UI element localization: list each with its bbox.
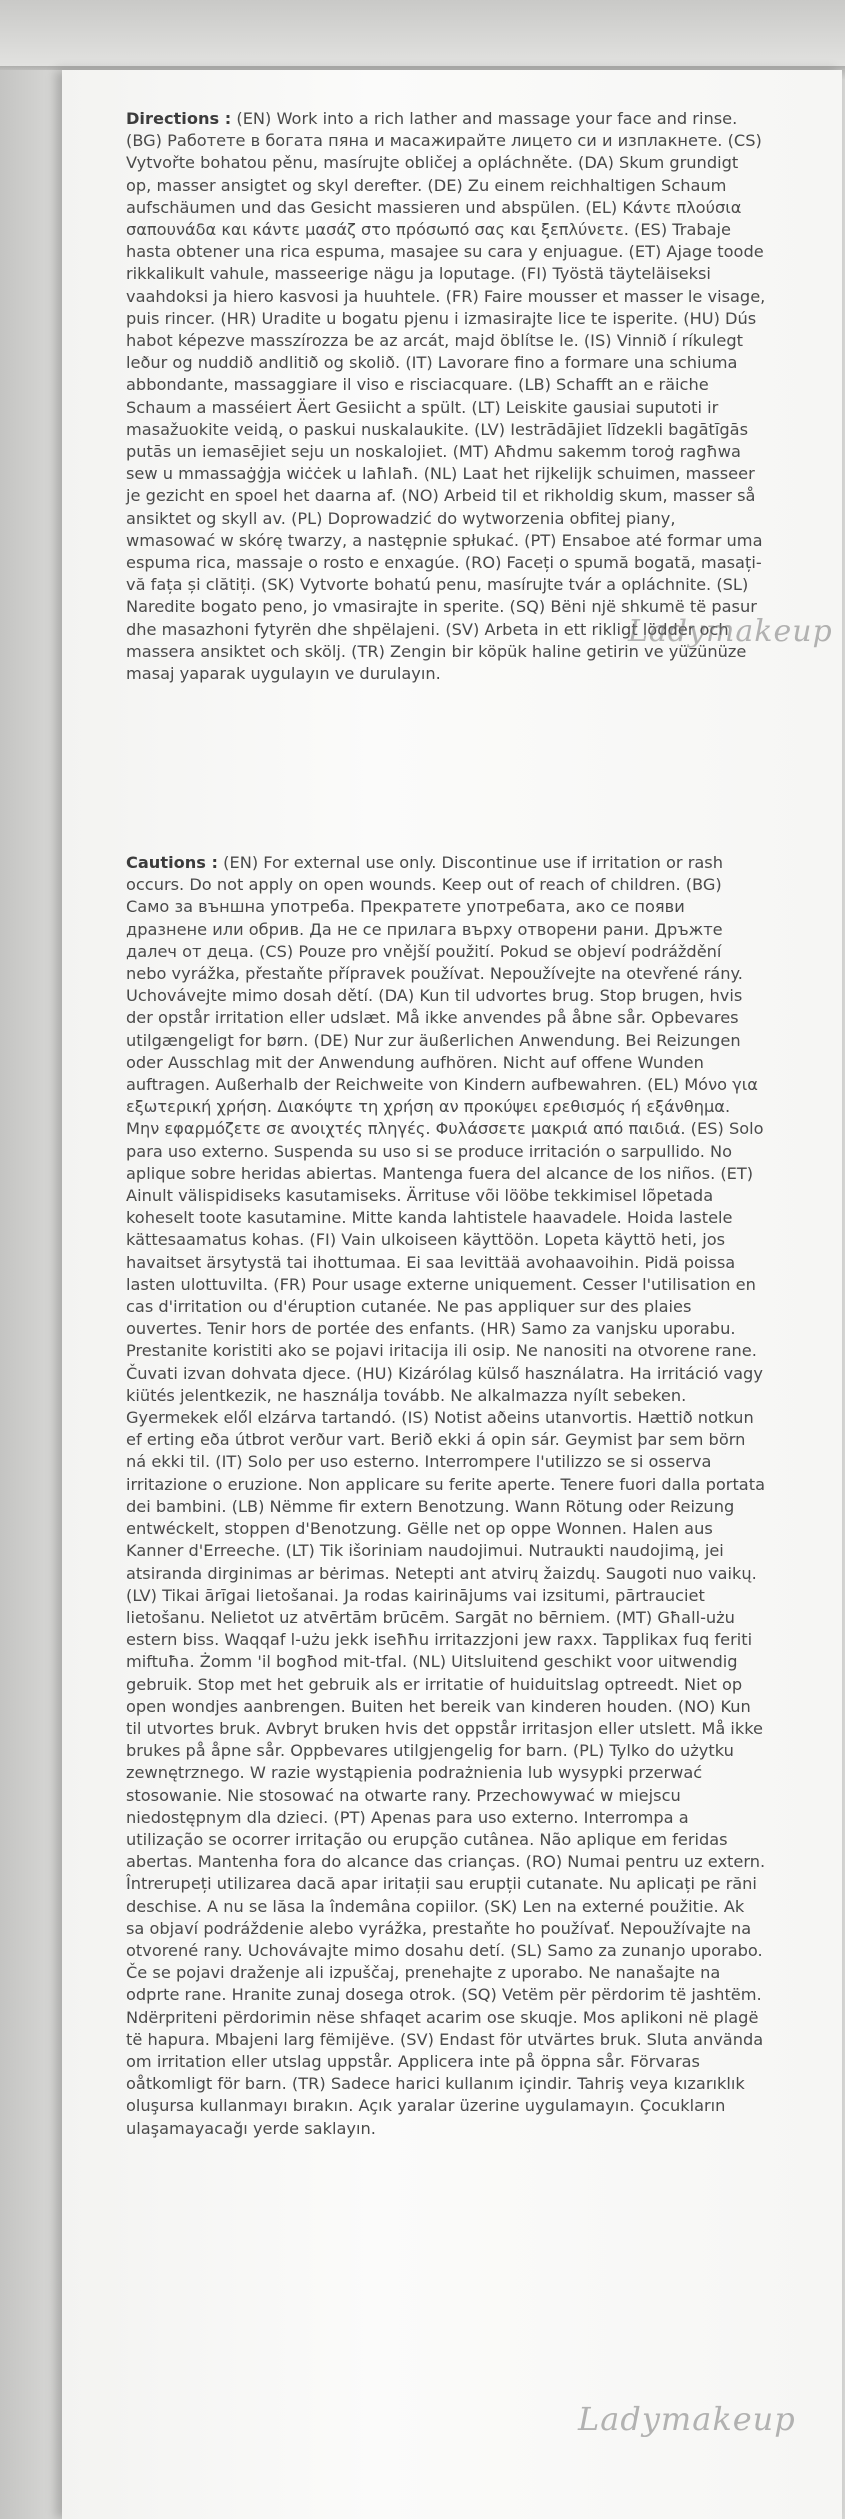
cautions-section — [126, 852, 766, 2140]
directions-text: (EN) Work into a rich lather and massage your face and rinse. (BG) Работете в богата пяна и масажирайте лицето си и изплакнете. (CS) Vytvořte bohatou pěnu, masírujte obličej a opláchněte. (DA) Skum grundigt op, masser ansigtet og skyl derefter. (DE) Zu einem reichhaltigen Schaum aufschäumen und das Gesicht massieren und abspülen. (EL) Κάντε πλούσια σαπουνάδα και κάντε μασάζ στο πρόσωπό σας και ξεπλύνετε. (ES) Trabaje hasta obtener una rica espuma, masajee su cara y enjuague. (ET) Ajage toode rikkalikult vahule, masseerige nägu ja loputage. (FI) Työstä täyteläiseksi vaahdoksi ja hiero kasvosi ja huuhtele. (FR) Faire mousser et masser le visage, puis rincer. (HR) Uradite u bogatu pjenu i izmasirajte lice te isperite. (HU) Dús habot képezve masszírozza be az arcát, majd öblítse le. (IS) Vinnið í ríkulegt leður og nuddið andlitið og skolið. (IT) Lavorare fino a formare una schiuma abbondante, massaggiare il viso e risciacquare. (LB) Schafft an e räiche Schaum a masséiert Äert Gesiicht a spült. (LT) Leiskite gausiai suputoti ir masažuokite veidą, o paskui nuskalaukite. (LV) Iestrādājiet līdzekli bagātīgās putās un iemasējiet seju un noskalojiet. (MT) Aħdmu sakemm toroġ ragħwa sew u mmassaġġja wiċċek u laħlaħ. (NL) Laat het rijkelijk schuimen, masseer je gezicht en spoel het daarna af. (NO) Arbeid til et rikholdig skum, masser så ansiktet og skyll av. (PL) Doprowadzić do wytworzenia obfitej piany, wmasować w skórę twarzy, a następnie spłukać. (PT) Ensaboe até formar uma espuma rica, massaje o rosto e enxagúe. (RO) Faceți o spumă bogată, masați-vă fața și clătiți. (SK) Vytvorte bohatú penu, masírujte tvár a opláchnite. (SL) Naredite bogato peno, jo vmasirajte in sperite. (SQ) Bëni një shkumë të pasur dhe masazhoni fytyrën dhe shpëlajeni. (SV) Arbeta in ett rikligt lödder och massera ansiktet och skölj. (TR) Zengin bir köpük haline getirin ve yüzünüze masaj yaparak uygulayın ve durulayın. — [126, 109, 766, 684]
directions-section — [126, 108, 766, 685]
directions-heading: Directions : — [126, 109, 232, 128]
box-side-edge — [0, 70, 62, 2519]
cautions-text: (EN) For external use only. Discontinue use if irritation or rash occurs. Do not apply on open wounds. Keep out of reach of children. (BG) Само за външна употреба. Прекратете употребата, ако се появи дразнене или обрив. Да не се прилага върху отворени рани. Дръжте далеч от деца. (CS) Pouze pro vnější použití. Pokud se objeví podráždění nebo vyrážka, přestaňte přípravek používat. Nepoužívejte na otevřené rány. Uchovávejte mimo dosah dětí. (DA) Kun til udvortes brug. Stop brugen, hvis der opstår irritation eller udslæt. Må ikke anvendes på åbne sår. Opbevares utilgængeligt for børn. (DE) Nur zur äußerlichen Anwendung. Bei Reizungen oder Ausschlag mit der Anwendung aufhören. Nicht auf offene Wunden auftragen. Außerhalb der Reichweite von Kindern aufbewahren. (EL) Μόνο για εξωτερική χρήση. Διακόψτε τη χρήση αν προκύψει ερεθισμός ή εξάνθημα. Μην εφαρμόζετε σε ανοιχτές πληγές. Φυλάσσετε μακριά από παιδιά. (ES) Solo para uso externo. Suspenda su uso si se produce irritación o sarpullido. No aplique sobre heridas abiertas. Mantenga fuera del alcance de los niños. (ET) Ainult välispidiseks kasutamiseks. Ärrituse või lööbe tekkimisel lõpetada koheselt toote kasutamine. Mitte kanda lahtistele haavadele. Hoida lastele kättesaamatus kohas. (FI) Vain ulkoiseen käyttöön. Lopeta käyttö heti, jos havaitset ärsytystä tai ihottumaa. Ei saa levittää avohaavoihin. Pidä poissa lasten ulottuvilta. (FR) Pour usage externe uniquement. Cesser l'utilisation en cas d'irritation ou d'éruption cutanée. Ne pas appliquer sur des plaies ouvertes. Tenir hors de portée des enfants. (HR) Samo za vanjsku uporabu. Prestanite koristiti ako se pojavi iritacija ili osip. Ne nanositi na otvorene rane. Čuvati izvan dohvata djece. (HU) Kizárólag külső használatra. Ha irritáció vagy kiütés jelentkezik, ne használja tovább. Ne alkalmazza nyílt sebeken. Gyermekek elől elzárva tartandó. (IS) Notist aðeins utanvortis. Hættið notkun ef erting eða útbrot verður vart. Berið ekki á opin sár. Geymist þar sem börn ná ekki til. (IT) Solo per uso esterno. Interrompere l'utilizzo se si osserva irritazione o eruzione. Non applicare su ferite aperte. Tenere fuori dalla portata dei bambini. (LB) Nëmme fir extern Benotzung. Wann Rötung oder Reizung entwéckelt, stoppen d'Benotzung. Gëlle net op oppe Wonnen. Halen aus Kanner d'Erreeche. (LT) Tik išoriniam naudojimui. Nutraukti naudojimą, jei atsiranda dirginimas ar bėrimas. Netepti ant atvirų žaizdų. Saugoti nuo vaikų. (LV) Tikai ārīgai lietošanai. Ja rodas kairinājums vai izsitumi, pārtrauciet lietošanu. Nelietot uz atvērtām brūcēm. Sargāt no bērniem. (MT) Għall-użu estern biss. Waqqaf l-użu jekk iseħħu irritazzjoni jew raxx. Tapplikax fuq feriti miftuħa. Żomm 'il bogħod mit-tfal. (NL) Uitsluitend geschikt voor uitwendig gebruik. Stop met het gebruik als er irritatie of huiduitslag optreedt. Niet op open wondjes aanbrengen. Buiten het bereik van kinderen houden. (NO) Kun til utvortes bruk. Avbryt bruken hvis det oppstår irritasjon eller utslett. Må ikke brukes på åpne sår. Oppbevares utilgjengelig for barn. (PL) Tylko do użytku zewnętrznego. W razie wystąpienia podrażnienia lub wysypki przerwać stosowanie. Nie stosować na otwarte rany. Przechowywać w miejscu niedostępnym dla dzieci. (PT) Apenas para uso externo. Interrompa a utilização se ocorrer irritação ou erupção cutânea. Não aplique em feridas abertas. Mantenha fora do alcance das crianças. (RO) Numai pentru uz extern. Întrerupeți utilizarea dacă apar iritații sau erupții cutanate. Nu aplicați pe răni deschise. A nu se lăsa la îndemâna copiilor. (SK) Len na externé použitie. Ak sa objaví podráždenie alebo vyrážka, prestaňte ho používať. Nepoužívajte na otvorené rany. Uchovávajte mimo dosahu detí. (SL) Samo za zunanjo uporabo. Če se pojavi draženje ali izpuščaj, prenehajte z uporabo. Ne nanašajte na odprte rane. Hranite zunaj dosega otrok. (SQ) Vetëm për përdorim të jashtëm. Ndërpriteni përdorimin nëse shfaqet acarim ose skuqje. Mos aplikoni në plagë të hapura. Mbajeni larg fëmijëve. (SV) Endast för utvärtes bruk. Sluta använda om irritation eller utslag uppstår. Applicera inte på öppna sår. Förvaras oåtkomligt för barn. (TR) Sadece harici kullanım içindir. Tahriş veya kızarıklık oluşursa kullanmayı bırakın. Açık yaralar üzerine uygulamayın. Çocukların ulaşamayacağı yerde saklayın. — [126, 853, 766, 2138]
watermark-logo: Ladymakeup — [628, 614, 833, 649]
watermark-logo-bottom: Ladymakeup — [578, 2400, 796, 2438]
cautions-heading: Cautions : — [126, 853, 219, 872]
box-top-flap — [0, 0, 845, 70]
